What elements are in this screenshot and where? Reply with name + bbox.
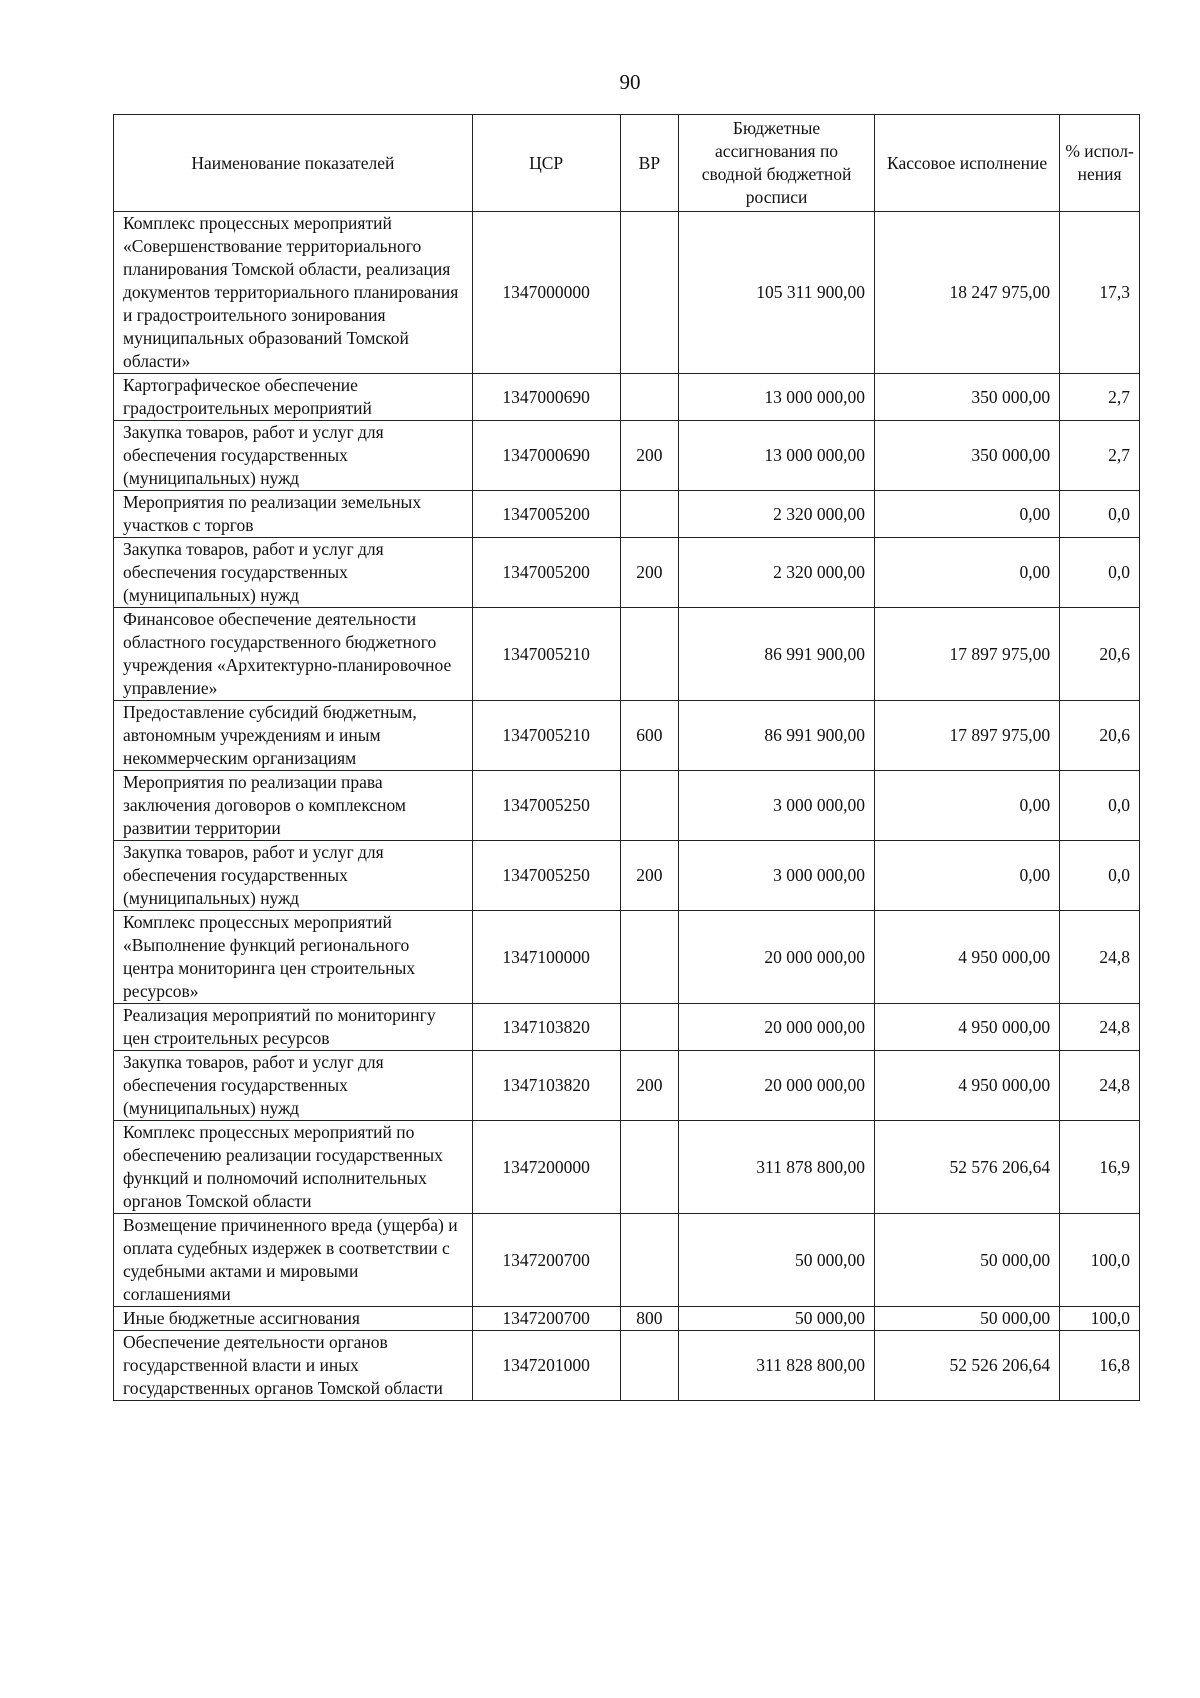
row-cash: 52 576 206,64: [874, 1121, 1059, 1214]
table-row: [114, 1331, 1140, 1401]
row-cash: 50 000,00: [874, 1214, 1059, 1307]
row-vr: 800: [620, 1307, 679, 1331]
row-budget: 2 320 000,00: [679, 491, 875, 538]
row-budget: 2 320 000,00: [679, 538, 875, 608]
row-budget: 20 000 000,00: [679, 1051, 875, 1121]
row-percent: 16,8: [1060, 1331, 1140, 1401]
table-row: [114, 212, 1140, 374]
row-csr: 1347005210: [472, 608, 620, 701]
table-row: [114, 911, 1140, 1004]
row-name: Финансовое обеспечение деятельности областного государственного бюджетного учреждения «Архитектурно-планировочное управление»: [114, 608, 473, 701]
row-csr: 1347200700: [472, 1214, 620, 1307]
header-cash-execution: Кассовое исполнение: [874, 115, 1059, 212]
row-budget: 86 991 900,00: [679, 608, 875, 701]
row-budget: 311 878 800,00: [679, 1121, 875, 1214]
header-execution-percent: % испол-нения: [1060, 115, 1140, 212]
row-cash: 17 897 975,00: [874, 701, 1059, 771]
row-name: Обеспечение деятельности органов государственной власти и иных государственных органов Томской области: [114, 1331, 473, 1401]
row-csr: 1347201000: [472, 1331, 620, 1401]
row-cash: 52 526 206,64: [874, 1331, 1059, 1401]
table-header-row: [114, 115, 1140, 212]
row-csr: 1347000690: [472, 421, 620, 491]
row-percent: 17,3: [1060, 212, 1140, 374]
header-vr: ВР: [620, 115, 679, 212]
row-percent: 24,8: [1060, 1004, 1140, 1051]
row-vr: [620, 1331, 679, 1401]
row-vr: [620, 608, 679, 701]
row-vr: [620, 374, 679, 421]
row-percent: 24,8: [1060, 1051, 1140, 1121]
row-budget: 86 991 900,00: [679, 701, 875, 771]
row-cash: 350 000,00: [874, 374, 1059, 421]
row-budget: 50 000,00: [679, 1214, 875, 1307]
row-percent: 2,7: [1060, 421, 1140, 491]
row-percent: 20,6: [1060, 701, 1140, 771]
row-csr: 1347005250: [472, 841, 620, 911]
row-budget: 50 000,00: [679, 1307, 875, 1331]
row-percent: 24,8: [1060, 911, 1140, 1004]
row-cash: 350 000,00: [874, 421, 1059, 491]
row-name: Иные бюджетные ассигнования: [114, 1307, 473, 1331]
row-budget: 20 000 000,00: [679, 1004, 875, 1051]
row-csr: 1347000000: [472, 212, 620, 374]
row-csr: 1347100000: [472, 911, 620, 1004]
row-csr: 1347200000: [472, 1121, 620, 1214]
row-name: Комплекс процессных мероприятий по обеспечению реализации государственных функций и полномочий исполнительных органов Томской области: [114, 1121, 473, 1214]
row-name: Мероприятия по реализации права заключения договоров о комплексном развитии территории: [114, 771, 473, 841]
row-percent: 100,0: [1060, 1214, 1140, 1307]
row-budget: 20 000 000,00: [679, 911, 875, 1004]
row-vr: [620, 212, 679, 374]
row-vr: 200: [620, 1051, 679, 1121]
row-budget: 13 000 000,00: [679, 421, 875, 491]
row-cash: 0,00: [874, 491, 1059, 538]
row-name: Возмещение причиненного вреда (ущерба) и оплата судебных издержек в соответствии с судебными актами и мировыми соглашениями: [114, 1214, 473, 1307]
table-row: [114, 374, 1140, 421]
row-csr: 1347005210: [472, 701, 620, 771]
row-name: Закупка товаров, работ и услуг для обеспечения государственных (муниципальных) нужд: [114, 1051, 473, 1121]
row-percent: 0,0: [1060, 491, 1140, 538]
row-vr: [620, 1004, 679, 1051]
table-row: [114, 421, 1140, 491]
row-name: Закупка товаров, работ и услуг для обеспечения государственных (муниципальных) нужд: [114, 421, 473, 491]
row-cash: 0,00: [874, 841, 1059, 911]
row-vr: 200: [620, 841, 679, 911]
row-vr: 200: [620, 538, 679, 608]
row-percent: 2,7: [1060, 374, 1140, 421]
budget-execution-table: [113, 114, 1140, 1401]
row-cash: 18 247 975,00: [874, 212, 1059, 374]
row-budget: 311 828 800,00: [679, 1331, 875, 1401]
row-csr: 1347005200: [472, 538, 620, 608]
row-percent: 0,0: [1060, 538, 1140, 608]
row-cash: 4 950 000,00: [874, 1004, 1059, 1051]
row-vr: [620, 1121, 679, 1214]
row-csr: 1347200700: [472, 1307, 620, 1331]
row-cash: 50 000,00: [874, 1307, 1059, 1331]
row-vr: [620, 1214, 679, 1307]
row-csr: 1347103820: [472, 1004, 620, 1051]
row-cash: 4 950 000,00: [874, 1051, 1059, 1121]
table-row: [114, 608, 1140, 701]
row-vr: 200: [620, 421, 679, 491]
row-vr: [620, 491, 679, 538]
row-name: Комплекс процессных мероприятий «Выполнение функций регионального центра мониторинга цен строительных ресурсов»: [114, 911, 473, 1004]
header-budget-allocations: Бюджетные ассигнования по сводной бюджетной росписи: [679, 115, 875, 212]
table-row: [114, 1004, 1140, 1051]
row-percent: 100,0: [1060, 1307, 1140, 1331]
row-cash: 0,00: [874, 538, 1059, 608]
table-row: [114, 1051, 1140, 1121]
row-cash: 0,00: [874, 771, 1059, 841]
row-csr: 1347005200: [472, 491, 620, 538]
row-vr: [620, 771, 679, 841]
table-row: [114, 771, 1140, 841]
row-percent: 0,0: [1060, 771, 1140, 841]
table-row: [114, 1121, 1140, 1214]
row-budget: 3 000 000,00: [679, 771, 875, 841]
row-budget: 13 000 000,00: [679, 374, 875, 421]
table-row: [114, 841, 1140, 911]
row-name: Закупка товаров, работ и услуг для обеспечения государственных (муниципальных) нужд: [114, 538, 473, 608]
row-percent: 20,6: [1060, 608, 1140, 701]
row-percent: 0,0: [1060, 841, 1140, 911]
row-name: Предоставление субсидий бюджетным, автономным учреждениям и иным некоммерческим организациям: [114, 701, 473, 771]
row-vr: [620, 911, 679, 1004]
row-csr: 1347005250: [472, 771, 620, 841]
row-name: Реализация мероприятий по мониторингу цен строительных ресурсов: [114, 1004, 473, 1051]
table-row: [114, 538, 1140, 608]
row-name: Мероприятия по реализации земельных участков с торгов: [114, 491, 473, 538]
row-budget: 105 311 900,00: [679, 212, 875, 374]
table-row: [114, 701, 1140, 771]
row-vr: 600: [620, 701, 679, 771]
table-row: [114, 1307, 1140, 1331]
page-number: 90: [619, 70, 641, 94]
header-csr: ЦСР: [472, 115, 620, 212]
row-percent: 16,9: [1060, 1121, 1140, 1214]
row-csr: 1347000690: [472, 374, 620, 421]
row-name: Картографическое обеспечение градостроительных мероприятий: [114, 374, 473, 421]
header-indicator-name: Наименование показателей: [114, 115, 473, 212]
row-csr: 1347103820: [472, 1051, 620, 1121]
row-name: Закупка товаров, работ и услуг для обеспечения государственных (муниципальных) нужд: [114, 841, 473, 911]
row-cash: 4 950 000,00: [874, 911, 1059, 1004]
row-name: Комплекс процессных мероприятий «Совершенствование территориального планирования Томской области, реализация документов территориального планирования и градостроительного зонирования муниципальных образований Томской области»: [114, 212, 473, 374]
table-row: [114, 491, 1140, 538]
table-row: [114, 1214, 1140, 1307]
row-cash: 17 897 975,00: [874, 608, 1059, 701]
row-budget: 3 000 000,00: [679, 841, 875, 911]
